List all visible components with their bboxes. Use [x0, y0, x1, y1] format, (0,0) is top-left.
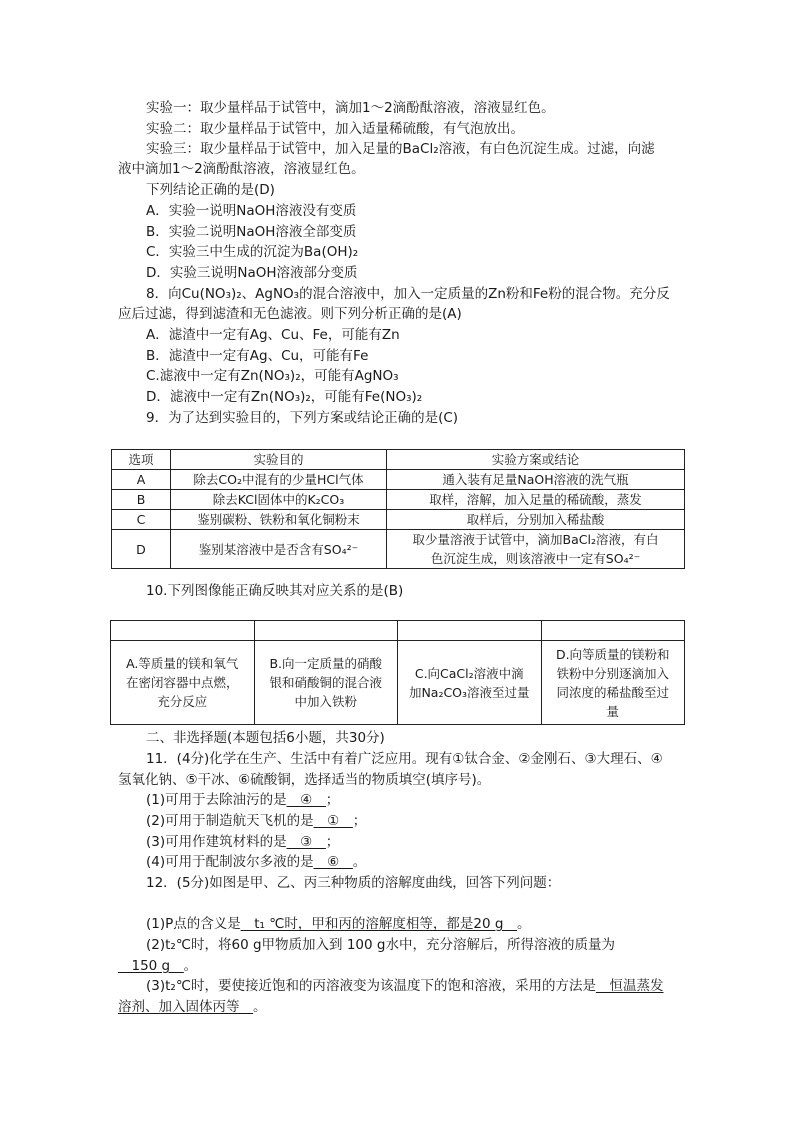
table-row	[112, 510, 685, 530]
table-cell-line: 取少量溶液于试管中，滴加BaCl₂溶液，有白	[412, 532, 659, 547]
table-cell: 取样后，分别加入稀盐酸	[387, 510, 685, 530]
caption-line: A.等质量的镁和氧气	[126, 656, 239, 671]
q11-stem-line1: 11．(4分)化学在生产、生活中有着广泛应用。现有①钛合金、②金刚石、③大理石、④	[146, 751, 663, 767]
q7-exp2: 实验二：取少量样品于试管中，加入适量稀硫酸，有气泡放出。	[146, 121, 524, 137]
answer-blank: __150 g__	[118, 958, 184, 974]
q12-part3-line1	[146, 976, 664, 996]
q10-table	[110, 620, 685, 725]
q7-exp1: 实验一：取少量样品于试管中，滴加1～2滴酚酞溶液，溶液显红色。	[146, 100, 555, 116]
q12-part3-line2	[118, 997, 267, 1017]
section-title: 二、非选择题(本题包括6小题，共30分)	[146, 730, 385, 746]
table-row	[112, 530, 685, 569]
graph-cell-b	[254, 621, 398, 641]
table-cell: D	[112, 530, 171, 569]
caption-line: 充分反应	[157, 694, 208, 709]
caption-line: 量	[606, 703, 619, 719]
caption-line: C.向CaCl₂溶液中滴	[414, 665, 524, 681]
caption-c	[398, 641, 542, 725]
caption-d	[541, 641, 685, 725]
caption-row	[111, 641, 685, 725]
q7-exp3-line2: 液中滴加1～2滴酚酞溶液，溶液显红色。	[118, 161, 365, 177]
question-text: (4)可用于配制波尔多液的是	[146, 854, 314, 870]
table-cell: A	[112, 470, 171, 490]
answer-blank: __④__	[286, 792, 326, 808]
q12-stem: 12．(5分)如图是甲、乙、丙三种物质的溶解度曲线，回答下列问题：	[146, 875, 561, 891]
q11-part1	[146, 790, 339, 810]
q8-option-c: C.滤液中一定有Zn(NO₃)₂，可能有AgNO₃	[146, 368, 399, 384]
q7-exp3-line1: 实验三：取少量样品于试管中，加入足量的BaCl₂溶液，有白色沉淀生成。过滤，向滤	[146, 141, 655, 157]
caption-line: 中加入铁粉	[294, 694, 357, 709]
caption-line: 同浓度的稀盐酸至过	[556, 684, 669, 700]
punctuation: 。	[183, 958, 198, 974]
punctuation: ；	[352, 813, 367, 829]
question-text: (1)P点的含义是	[146, 916, 241, 932]
question-text: (2)可用于制造航天飞机的是	[146, 813, 314, 829]
answer-blank: __①__	[313, 813, 353, 829]
q7-option-c: C．实验三中生成的沉淀为Ba(OH)₂	[146, 244, 359, 260]
q12-part2-line2	[118, 956, 197, 976]
caption-b	[254, 641, 398, 725]
q11-part4	[146, 852, 366, 872]
caption-line: B.向一定质量的硝酸	[269, 656, 383, 671]
table-header: 实验目的	[171, 450, 387, 470]
q8-option-a: A．滤渣中一定有Ag、Cu、Fe，可能有Zn	[146, 327, 400, 343]
table-cell: C	[112, 510, 171, 530]
q12-part1	[146, 914, 530, 934]
punctuation: ；	[325, 792, 340, 808]
q8-stem-line1: 8．向Cu(NO₃)₂、AgNO₃的混合溶液中，加入一定质量的Zn粉和Fe粉的混合物。充分反	[146, 286, 670, 302]
q8-stem-line2: 应后过滤，得到滤渣和无色滤液。则下列分析正确的是(A)	[118, 306, 462, 322]
table-header: 实验方案或结论	[387, 450, 685, 470]
table-cell: 除去CO₂中混有的少量HCl气体	[171, 470, 387, 490]
caption-line: D.向等质量的镁粉和	[555, 646, 670, 662]
q9-table	[111, 449, 685, 569]
question-text: (3)t₂℃时，要使接近饱和的丙溶液变为该温度下的饱和溶液，采用的方法是	[146, 978, 596, 994]
graph-cell-d	[541, 621, 685, 641]
table-cell: B	[112, 490, 171, 510]
punctuation: 。	[352, 854, 367, 870]
caption-a	[111, 641, 255, 725]
caption-line: 银和硝酸铜的混合液	[269, 675, 382, 690]
graph-cell-a	[111, 621, 255, 641]
graph-cell-c	[398, 621, 542, 641]
answer-blank: 溶剂、加入固体丙等__	[118, 999, 253, 1015]
answer-blank: __⑥__	[313, 854, 353, 870]
caption-line: 铁粉中分别逐滴加入	[556, 665, 669, 681]
q7-option-b: B．实验二说明NaOH溶液全部变质	[146, 224, 357, 240]
table-row	[112, 490, 685, 510]
punctuation: ；	[325, 834, 340, 850]
q11-part2	[146, 811, 366, 831]
table-cell	[387, 530, 685, 569]
question-text: (3)可用作建筑材料的是	[146, 834, 287, 850]
q8-option-b: B．滤渣中一定有Ag、Cu，可能有Fe	[146, 348, 369, 364]
q9-stem: 9．为了达到实验目的，下列方案或结论正确的是(C)	[146, 410, 459, 426]
caption-line: 加Na₂CO₃溶液至过量	[408, 684, 530, 700]
table-header-row	[112, 450, 685, 470]
table-row	[112, 470, 685, 490]
q7-option-d: D．实验三说明NaOH溶液部分变质	[146, 265, 358, 281]
q11-stem-line2: 氢氧化钠、⑤干冰、⑥硫酸铜，选择适当的物质填空(填序号)。	[118, 772, 491, 788]
table-cell: 取样，溶解，加入足量的稀硫酸，蒸发	[387, 490, 685, 510]
answer-blank: __恒温蒸发	[596, 978, 664, 994]
table-header: 选项	[112, 450, 171, 470]
punctuation: 。	[253, 999, 267, 1015]
q7-stem: 下列结论正确的是(D)	[146, 182, 275, 198]
table-cell: 鉴别某溶液中是否含有SO₄²⁻	[171, 530, 387, 569]
table-cell: 除去KCl固体中的K₂CO₃	[171, 490, 387, 510]
table-cell-line: 色沉淀生成，则该溶液中一定有SO₄²⁻	[430, 551, 641, 566]
q10-stem: 10.下列图像能正确反映其对应关系的是(B)	[146, 583, 404, 599]
answer-blank: __t₁ ℃时，甲和丙的溶解度相等，都是20 g__	[240, 916, 517, 932]
table-cell: 鉴别碳粉、铁粉和氧化铜粉末	[171, 510, 387, 530]
table-cell: 通入装有足量NaOH溶液的洗气瓶	[387, 470, 685, 490]
punctuation: 。	[516, 916, 531, 932]
question-text: (1)可用于去除油污的是	[146, 792, 287, 808]
q12-part2-line1: (2)t₂℃时，将60 g甲物质加入到 100 g水中，充分溶解后，所得溶液的质量为	[146, 937, 615, 953]
q7-option-a: A．实验一说明NaOH溶液没有变质	[146, 203, 357, 219]
answer-blank: __③__	[286, 834, 326, 850]
q11-part3	[146, 832, 339, 852]
image-placeholder-row	[111, 621, 685, 641]
caption-line: 在密闭容器中点燃，	[125, 675, 239, 690]
q8-option-d: D．滤液中一定有Zn(NO₃)₂，可能有Fe(NO₃)₂	[146, 389, 423, 405]
